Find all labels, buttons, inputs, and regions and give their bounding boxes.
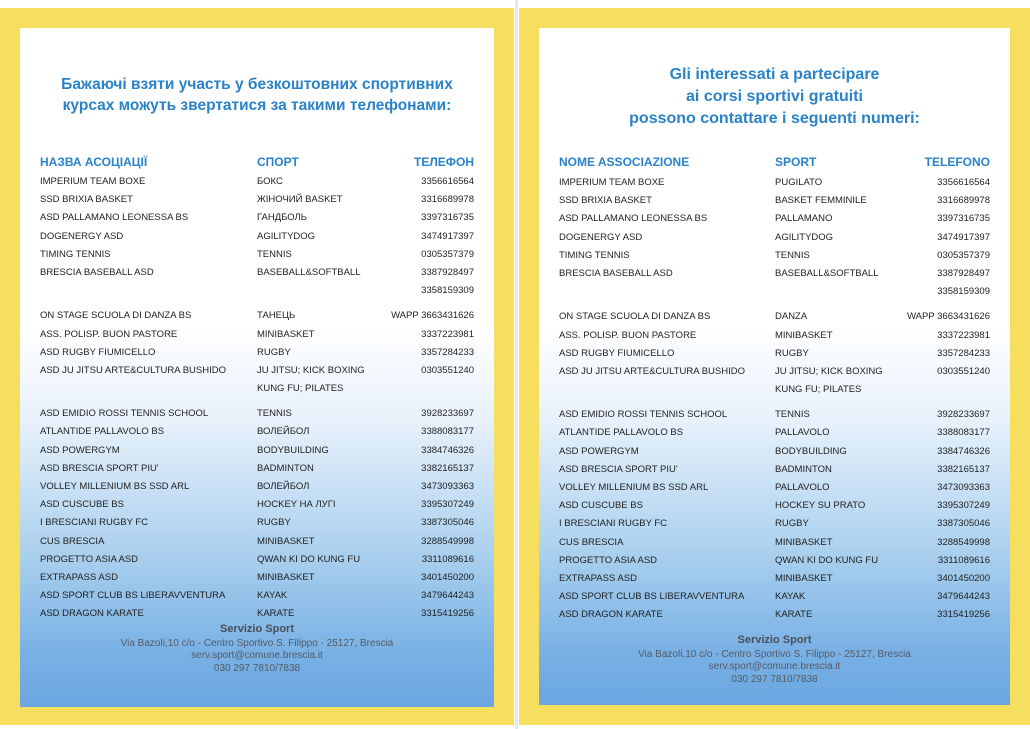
footer-phone: 030 297 7810/7838 — [731, 673, 818, 685]
phone-cell: 3473093363 — [421, 481, 474, 492]
association-name-cell: BRESCIA BASEBALL ASD — [40, 266, 154, 278]
table-row — [539, 345, 1010, 363]
sport-cell: BODYBUILDING — [257, 444, 329, 456]
phone-cell: 3479644243 — [421, 590, 474, 602]
sport-cell: TENNIS — [257, 248, 292, 260]
phone-cell: 3387305046 — [421, 517, 474, 529]
sport-cell: TENNIS — [775, 249, 810, 261]
footer-title: Servizio Sport — [737, 634, 812, 646]
association-name-cell: ASD BRESCIA SPORT PIU' — [40, 462, 159, 474]
association-name-cell: PROGETTO ASIA ASD — [559, 554, 658, 566]
phone-cell: 3316689978 — [421, 194, 474, 206]
phone-cell: 3288549998 — [421, 535, 474, 547]
phone-cell: 0305357379 — [421, 248, 474, 260]
sport-cell: RUGBY — [257, 517, 291, 529]
sport-cell: BASEBALL&SOFTBALL — [775, 267, 879, 279]
sport-cell: HOCKEY SU PRATO — [775, 500, 866, 512]
footer-contact — [20, 623, 494, 675]
table-row — [539, 265, 1010, 283]
table-row — [20, 228, 494, 246]
table-row — [20, 587, 494, 605]
phone-cell: 3311089616 — [937, 554, 990, 566]
association-name-cell: I BRESCIANI RUGBY FC — [40, 517, 149, 529]
phone-cell: 3382165137 — [937, 463, 990, 475]
association-name-cell: ASD DRAGON KARATE — [40, 608, 144, 620]
association-name-cell: ASD JU JITSU ARTE&CULTURA BUSHIDO — [559, 365, 745, 377]
sport-cell: PALLAMANO — [775, 213, 833, 225]
association-name-cell: EXTRAPASS ASD — [559, 572, 637, 584]
sport-cell: AGILITYDOG — [775, 231, 834, 243]
table-row — [20, 362, 494, 380]
table-row — [20, 209, 494, 227]
association-name-cell: ASD POWERGYM — [559, 445, 639, 457]
sport-cell: PALLAVOLO — [775, 427, 830, 439]
header-name: NOME ASSOCIAZIONE — [559, 155, 690, 169]
phone-cell: WAPP 3663431626 — [907, 311, 990, 323]
sport-cell: KAYAK — [775, 591, 806, 603]
table-row — [20, 496, 494, 514]
sport-cell: MINIBASKET — [775, 572, 833, 584]
phone-cell: 3358159309 — [937, 286, 990, 298]
phone-cell: 0303551240 — [937, 365, 990, 377]
table-row — [539, 229, 1010, 247]
phone-cell: 3382165137 — [421, 462, 474, 474]
association-name-cell: ASD JU JITSU ARTE&CULTURA BUSHIDO — [40, 364, 226, 376]
phone-cell: 3337223981 — [421, 328, 474, 340]
table-row — [20, 423, 494, 441]
table-row — [539, 174, 1010, 192]
table-row — [539, 424, 1010, 442]
sport-cell: RUGBY — [775, 518, 809, 530]
table-row — [539, 479, 1010, 497]
phone-cell: 3474917397 — [421, 230, 474, 242]
sport-cell: PALLAVOLO — [775, 482, 830, 493]
table-row — [539, 363, 1010, 381]
association-name-cell: TIMING TENNIS — [40, 248, 111, 260]
table-row — [539, 461, 1010, 479]
association-name-cell: TIMING TENNIS — [559, 249, 630, 261]
phone-cell: 3357284233 — [421, 346, 474, 358]
association-name-cell: VOLLEY MILLENIUM BS SSD ARL — [559, 482, 709, 493]
heading-line: ai corsi sportivi gratuiti — [686, 88, 863, 105]
heading-line: Gli interessati a partecipare — [669, 66, 880, 83]
table-row — [539, 308, 1010, 326]
association-name-cell: ON STAGE SCUOLA DI DANZA BS — [559, 311, 711, 323]
table-row — [539, 515, 1010, 533]
table-row — [539, 606, 1010, 624]
heading-line: possono contattare i seguenti numeri: — [629, 110, 920, 127]
sport-cell: KAYAK — [257, 590, 288, 602]
phone-cell: 3928233697 — [937, 409, 990, 421]
association-table — [20, 173, 494, 624]
sport-cell: HOCKEY НА ЛУГІ — [257, 499, 336, 511]
sport-cell: KARATE — [775, 609, 813, 621]
table-row — [539, 552, 1010, 570]
table-row — [539, 210, 1010, 228]
sport-cell: BODYBUILDING — [775, 445, 847, 457]
association-name-cell: ASD CUSCUBE BS — [40, 499, 124, 511]
association-name-cell: IMPERIUM TEAM BOXE — [40, 176, 146, 187]
header-phone: ТЕЛЕФОН — [414, 155, 474, 169]
table-row — [20, 569, 494, 587]
phone-cell: 3401450200 — [937, 572, 990, 584]
heading-line: курсах можуть звертатися за такими телефонами: — [62, 97, 452, 114]
sport-cell: MINIBASKET — [257, 328, 315, 340]
sport-cell: MINIBASKET — [257, 571, 315, 583]
association-name-cell: ASD SPORT CLUB BS LIBERAVVENTURA — [40, 590, 226, 602]
table-row — [539, 588, 1010, 606]
table-row — [20, 173, 494, 191]
phone-cell: 3401450200 — [421, 571, 474, 583]
phone-cell: 3384746326 — [937, 445, 990, 457]
table-row — [20, 264, 494, 282]
association-table — [539, 174, 1010, 625]
phone-cell: 3395307249 — [937, 500, 990, 512]
sport-cell: ВОЛЕЙБОЛ — [257, 426, 310, 438]
table-row — [20, 282, 494, 300]
table-row — [20, 380, 494, 398]
sport-cell: MINIBASKET — [775, 329, 833, 341]
sport-cell: DANZA — [775, 311, 808, 323]
association-name-cell: BRESCIA BASEBALL ASD — [559, 267, 673, 279]
association-name-cell: SSD BRIXIA BASKET — [559, 195, 652, 207]
flyer-ukrainian — [0, 8, 514, 725]
sport-cell: BADMINTON — [775, 463, 832, 475]
table-row — [20, 551, 494, 569]
footer-title: Servizio Sport — [220, 623, 294, 635]
table-row — [20, 514, 494, 532]
phone-cell: 3397316735 — [937, 213, 990, 225]
phone-cell: 3384746326 — [421, 444, 474, 456]
sport-cell: KUNG FU; PILATES — [775, 384, 862, 396]
sport-cell: БОКС — [257, 176, 283, 187]
phone-cell: 3474917397 — [937, 231, 990, 243]
table-row — [539, 497, 1010, 515]
phone-cell: 3388083177 — [937, 427, 990, 439]
phone-cell: 3473093363 — [937, 482, 990, 493]
sport-cell: MINIBASKET — [257, 535, 315, 547]
sport-cell: RUGBY — [257, 346, 291, 358]
table-row — [539, 406, 1010, 424]
table-row — [20, 460, 494, 478]
flyer-italian — [519, 8, 1030, 725]
phone-cell: 0305357379 — [937, 249, 990, 261]
association-name-cell: ASD SPORT CLUB BS LIBERAVVENTURA — [559, 591, 745, 603]
flyer-heading — [20, 74, 494, 116]
table-row — [20, 191, 494, 209]
association-name-cell: ASS. POLISP. BUON PASTORE — [40, 328, 178, 340]
table-row — [539, 192, 1010, 210]
sport-cell: TENNIS — [775, 409, 810, 421]
flyer-card — [20, 28, 494, 707]
association-name-cell: PROGETTO ASIA ASD — [40, 553, 139, 565]
association-name-cell: ATLANTIDE PALLAVOLO BS — [40, 426, 165, 438]
association-name-cell: EXTRAPASS ASD — [40, 571, 118, 583]
flyer-card — [539, 28, 1010, 705]
phone-cell: 3479644243 — [937, 591, 990, 603]
association-name-cell: ASD EMIDIO ROSSI TENNIS SCHOOL — [559, 409, 728, 421]
phone-cell: 3387305046 — [937, 518, 990, 530]
header-name: НАЗВА АСОЦІАЦІЇ — [40, 155, 148, 169]
phone-cell: 3356616564 — [421, 176, 474, 187]
table-row — [20, 533, 494, 551]
footer-contact — [539, 634, 1010, 686]
sport-cell: TENNIS — [257, 408, 292, 420]
phone-cell: 3356616564 — [937, 177, 990, 188]
sport-cell: QWAN KI DO KUNG FU — [775, 554, 879, 566]
association-name-cell: ON STAGE SCUOLA DI DANZA BS — [40, 310, 192, 322]
phone-cell: 3395307249 — [421, 499, 474, 511]
table-row — [20, 344, 494, 362]
sport-cell: ТАНЕЦЬ — [257, 310, 296, 322]
association-name-cell: I BRESCIANI RUGBY FC — [559, 518, 668, 530]
phone-cell: 3388083177 — [421, 426, 474, 438]
page-fold-divider — [515, 0, 518, 729]
association-name-cell: ATLANTIDE PALLAVOLO BS — [559, 427, 684, 439]
association-name-cell: DOGENERGY ASD — [40, 230, 124, 242]
footer-email[interactable]: serv.sport@comune.brescia.it — [191, 650, 323, 661]
table-row — [20, 405, 494, 423]
phone-cell: 3288549998 — [937, 536, 990, 548]
phone-cell: 3337223981 — [937, 329, 990, 341]
sport-cell: JU JITSU; KICK BOXING — [775, 365, 883, 377]
association-name-cell: IMPERIUM TEAM BOXE — [559, 177, 665, 188]
sport-cell: BASEBALL&SOFTBALL — [257, 266, 361, 278]
table-row — [539, 327, 1010, 345]
association-name-cell: ASD POWERGYM — [40, 444, 120, 456]
sport-cell: KUNG FU; PILATES — [257, 383, 344, 395]
table-row — [20, 478, 494, 496]
table-row — [539, 534, 1010, 552]
table-row — [539, 247, 1010, 265]
association-name-cell: ASD RUGBY FIUMICELLO — [559, 347, 675, 359]
table-row — [20, 326, 494, 344]
header-sport: СПОРТ — [257, 155, 299, 169]
footer-address: Via Bazoli,10 c/o - Centro Sportivo S. Filippo - 25127, Brescia — [120, 637, 394, 649]
header-phone: TELEFONO — [924, 155, 990, 169]
phone-cell: 3311089616 — [421, 553, 474, 565]
footer-email[interactable]: serv.sport@comune.brescia.it — [708, 661, 841, 672]
table-row — [539, 443, 1010, 461]
table-row — [20, 442, 494, 460]
phone-cell: 3397316735 — [421, 212, 474, 224]
association-name-cell: VOLLEY MILLENIUM BS SSD ARL — [40, 481, 190, 492]
sport-cell: KARATE — [257, 608, 295, 620]
association-name-cell: ASD EMIDIO ROSSI TENNIS SCHOOL — [40, 408, 209, 420]
association-name-cell: ASS. POLISP. BUON PASTORE — [559, 329, 697, 341]
sport-cell: ГАНДБОЛЬ — [257, 212, 308, 224]
flyer-heading — [539, 64, 1010, 130]
sport-cell: MINIBASKET — [775, 536, 833, 548]
sport-cell: QWAN KI DO KUNG FU — [257, 553, 361, 565]
phone-cell: 3357284233 — [937, 347, 990, 359]
sport-cell: BADMINTON — [257, 462, 314, 474]
sport-cell: AGILITYDOG — [257, 230, 316, 242]
phone-cell: 3387928497 — [421, 266, 474, 278]
table-row — [539, 381, 1010, 399]
phone-cell: 0303551240 — [421, 364, 474, 376]
phone-cell: 3315419256 — [421, 608, 474, 620]
association-name-cell: ASD PALLAMANO LEONESSA BS — [559, 213, 708, 225]
association-name-cell: ASD DRAGON KARATE — [559, 609, 663, 621]
table-row — [539, 570, 1010, 588]
sport-cell: ЖІНОЧИЙ BASKET — [257, 194, 343, 206]
sport-cell: BASKET FEMMINILE — [775, 195, 867, 207]
phone-cell: WAPP 3663431626 — [391, 310, 474, 322]
table-row — [539, 283, 1010, 301]
association-name-cell: DOGENERGY ASD — [559, 231, 643, 243]
phone-cell: 3387928497 — [937, 267, 990, 279]
association-name-cell: CUS BRESCIA — [40, 535, 105, 547]
sport-cell: PUGILATO — [775, 177, 823, 188]
phone-cell: 3315419256 — [937, 609, 990, 621]
table-row — [20, 605, 494, 623]
association-name-cell: ASD PALLAMANO LEONESSA BS — [40, 212, 189, 224]
footer-phone: 030 297 7810/7838 — [213, 662, 301, 674]
sport-cell: JU JITSU; KICK BOXING — [257, 364, 365, 376]
phone-cell: 3358159309 — [421, 285, 474, 297]
sport-cell: ВОЛЕЙБОЛ — [257, 481, 310, 492]
header-sport: SPORT — [775, 155, 817, 169]
phone-cell: 3928233697 — [421, 408, 474, 420]
heading-line: Бажаючі взяти участь у безкоштовних спортивних — [61, 76, 453, 93]
association-name-cell: CUS BRESCIA — [559, 536, 624, 548]
footer-address: Via Bazoli,10 c/o - Centro Sportivo S. Filippo - 25127, Brescia — [638, 648, 911, 660]
association-name-cell: ASD CUSCUBE BS — [559, 500, 643, 512]
sport-cell: RUGBY — [775, 347, 809, 359]
association-name-cell: ASD RUGBY FIUMICELLO — [40, 346, 156, 358]
association-name-cell: SSD BRIXIA BASKET — [40, 194, 133, 206]
phone-cell: 3316689978 — [937, 195, 990, 207]
table-row — [20, 246, 494, 264]
association-name-cell: ASD BRESCIA SPORT PIU' — [559, 463, 678, 475]
table-row — [20, 307, 494, 325]
